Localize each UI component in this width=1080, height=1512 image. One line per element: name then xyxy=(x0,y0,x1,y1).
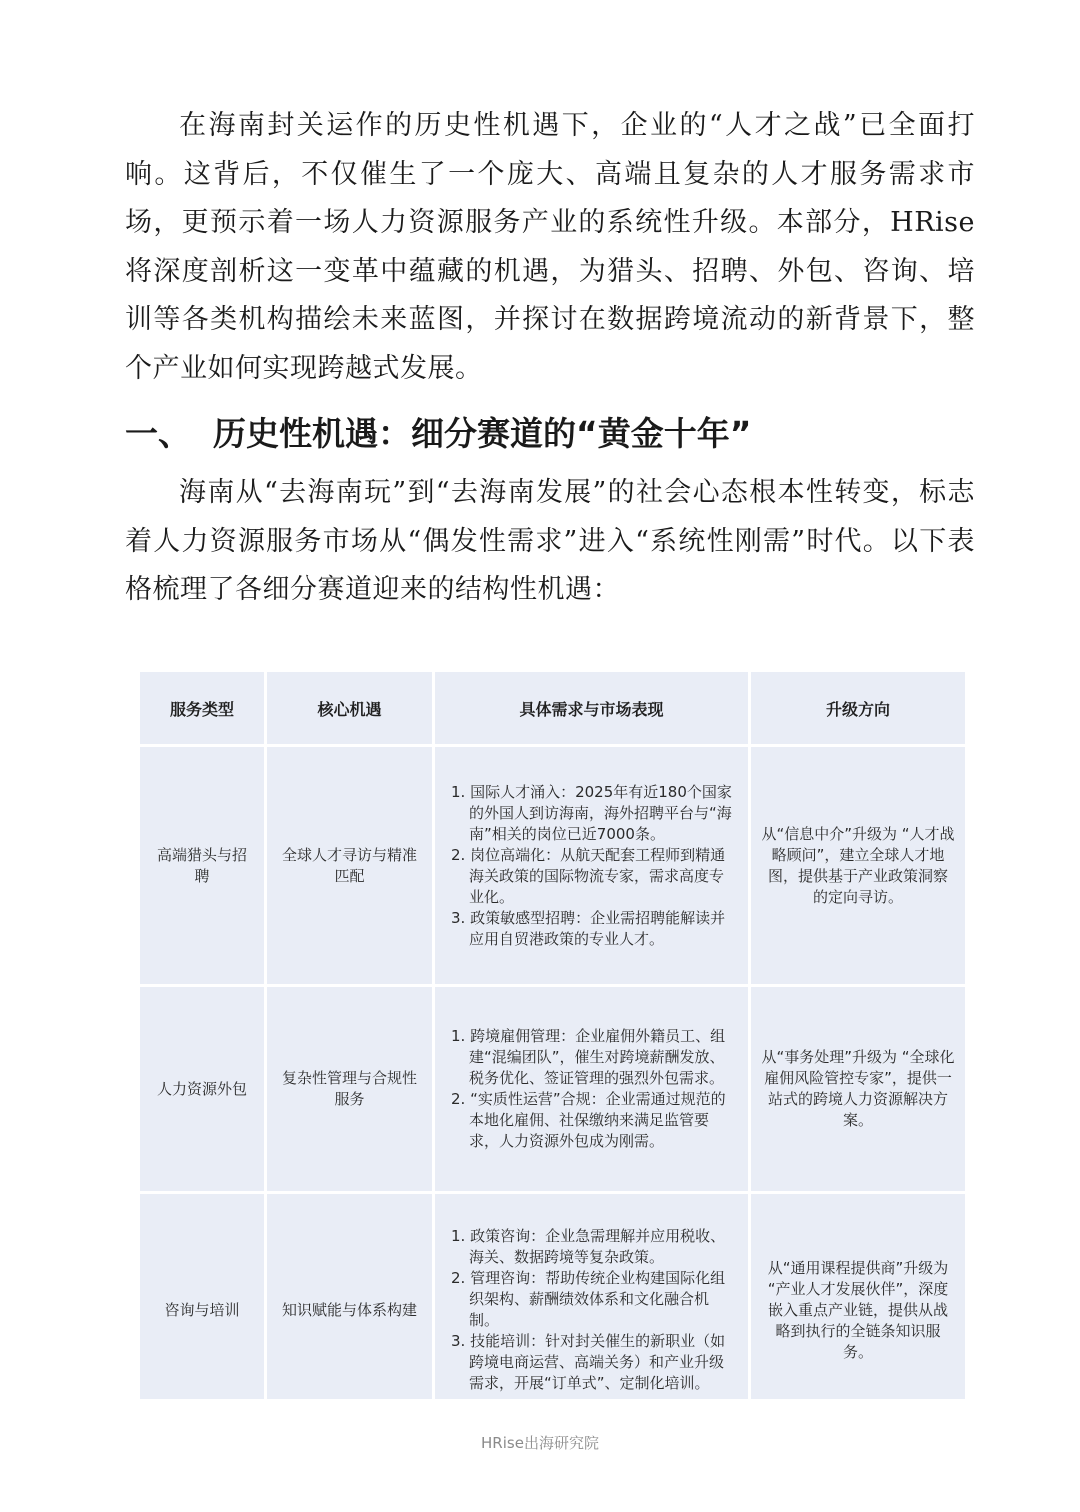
cell-upgrade: 从“事务处理”升级为 “全球化雇佣风险管控专家”，提供一站式的跨境人力资源解决方案。 xyxy=(750,986,967,1193)
cell-service-type: 人力资源外包 xyxy=(139,986,266,1193)
requirement-item: 3. 技能培训：针对封关催生的新职业（如跨境电商运营、高端关务）和产业升级需求，开展“订单式”、定制化培训。 xyxy=(451,1332,726,1392)
requirement-item: 2. “实质性运营”合规：企业需通过规范的本地化雇佣、社保缴纳来满足监管要求，人力资源外包成为刚需。 xyxy=(451,1090,726,1150)
section-heading xyxy=(125,408,751,460)
header-upgrade: 升级方向 xyxy=(750,671,967,746)
requirement-item: 1. 国际人才涌入：2025年有近180个国家的外国人到访海南，海外招聘平台与“海南”相关的岗位已近7000条。 xyxy=(451,782,732,843)
table-row xyxy=(139,746,967,986)
section-title: 历史性机遇：细分赛道的“黄金十年” xyxy=(213,414,752,453)
requirement-item: 2. 岗位高端化：从航天配套工程师到精通海关政策的国际物流专家，需求高度专业化。 xyxy=(451,845,726,906)
cell-upgrade: 从“信息中介”升级为 “人才战略顾问”，建立全球人才地图，提供基于产业政策洞察的定向寻访。 xyxy=(750,746,967,986)
cell-core-opportunity: 复杂性管理与合规性服务 xyxy=(266,986,434,1193)
cell-core-opportunity: 全球人才寻访与精准匹配 xyxy=(266,746,434,986)
market-paragraph: 海南从“去海南玩”到“去海南发展”的社会心态根本性转变，标志着人力资源服务市场从“偶发性需求”进入“系统性刚需”时代。以下表格梳理了各细分赛道迎来的结构性机遇： xyxy=(125,477,975,605)
page-footer: HRise出海研究院 xyxy=(481,1434,599,1452)
header-core-opportunity: 核心机遇 xyxy=(266,671,434,746)
table-row xyxy=(139,986,967,1193)
cell-requirements xyxy=(434,746,750,986)
header-requirements: 具体需求与市场表现 xyxy=(434,671,750,746)
requirement-item: 1. 跨境雇佣管理：企业雇佣外籍员工、组建“混编团队”，催生对跨境薪酬发放、税务优化、签证管理的强烈外包需求。 xyxy=(451,1027,726,1087)
cell-upgrade: 从“通用课程提供商”升级为 “产业人才发展伙伴”，深度嵌入重点产业链，提供从战略到执行的全链条知识服务。 xyxy=(750,1193,967,1428)
cell-requirements xyxy=(434,986,750,1193)
table-header-row xyxy=(139,671,967,746)
cell-core-opportunity: 知识赋能与体系构建 xyxy=(266,1193,434,1428)
cell-service-type: 咨询与培训 xyxy=(139,1193,266,1428)
cell-requirements xyxy=(434,1193,750,1428)
header-service-type: 服务类型 xyxy=(139,671,266,746)
section-number: 一、 xyxy=(125,414,191,453)
requirement-item: 2. 管理咨询：帮助传统企业构建国际化组织架构、薪酬绩效体系和文化融合机制。 xyxy=(451,1269,726,1329)
intro-paragraph: 在海南封关运作的历史性机遇下，企业的“人才之战”已全面打响。这背后，不仅催生了一个庞大、高端且复杂的人才服务需求市场，更预示着一场人力资源服务产业的系统性升级。本部分，HRise将深度剖析这一变革中蕴藏的机遇，为猎头、招聘、外包、咨询、培训等各类机构描绘未来蓝图，并探讨在数据跨境流动的新背景下，整个产业如何实现跨越式发展。 xyxy=(125,110,975,384)
requirement-item: 3. 政策敏感型招聘：企业需招聘能解读并应用自贸港政策的专业人才。 xyxy=(451,908,726,948)
requirement-item: 1. 政策咨询：企业急需理解并应用税收、海关、数据跨境等复杂政策。 xyxy=(451,1227,726,1266)
cell-service-type: 高端猎头与招聘 xyxy=(139,746,266,986)
opportunity-table xyxy=(137,669,965,1399)
table-row xyxy=(139,1193,967,1428)
